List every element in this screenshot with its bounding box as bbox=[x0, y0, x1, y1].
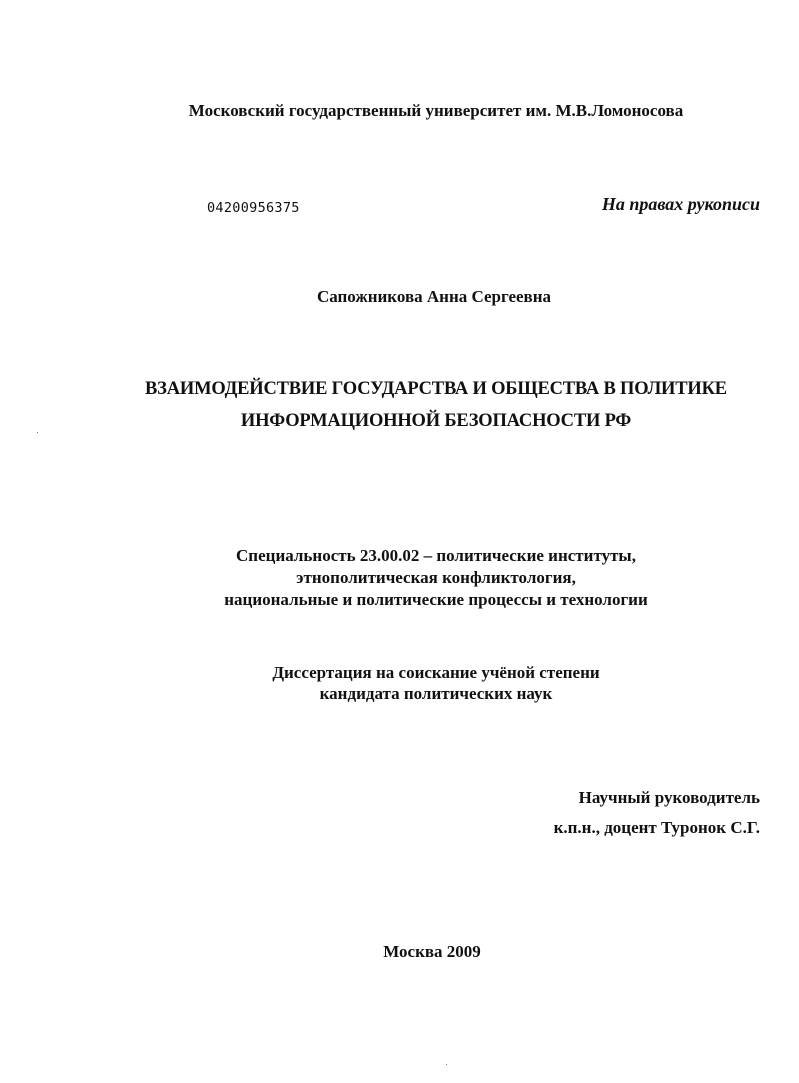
author-name: Сапожникова Анна Сергеевна bbox=[316, 287, 552, 306]
scan-speck bbox=[446, 1064, 447, 1065]
city-year: Москва 2009 bbox=[383, 942, 481, 961]
thesis-title-line-2: ИНФОРМАЦИОННОЙ БЕЗОПАСНОСТИ РФ bbox=[240, 411, 632, 431]
degree-line-1: Диссертация на соискание учёной степени bbox=[272, 663, 600, 682]
supervisor-name: к.п.н., доцент Туронок С.Г. bbox=[553, 818, 760, 837]
specialty-line-3: национальные и политические процессы и технологии bbox=[224, 590, 648, 609]
university-name: Московский государственный университет им. М.В.Ломоносова bbox=[188, 101, 684, 120]
catalog-code: 04200956375 bbox=[207, 200, 300, 216]
thesis-title-line-1: ВЗАИМОДЕЙСТВИЕ ГОСУДАРСТВА И ОБЩЕСТВА В ПОЛИТИКЕ bbox=[145, 379, 727, 399]
supervisor-label: Научный руководитель bbox=[578, 788, 760, 807]
specialty-line-2: этнополитическая конфликтология, bbox=[296, 568, 576, 587]
degree-line-2: кандидата политических наук bbox=[319, 684, 553, 703]
specialty-line-1: Специальность 23.00.02 – политические институты, bbox=[236, 546, 636, 565]
scan-speck bbox=[37, 432, 38, 433]
manuscript-note: На правах рукописи bbox=[601, 194, 760, 214]
